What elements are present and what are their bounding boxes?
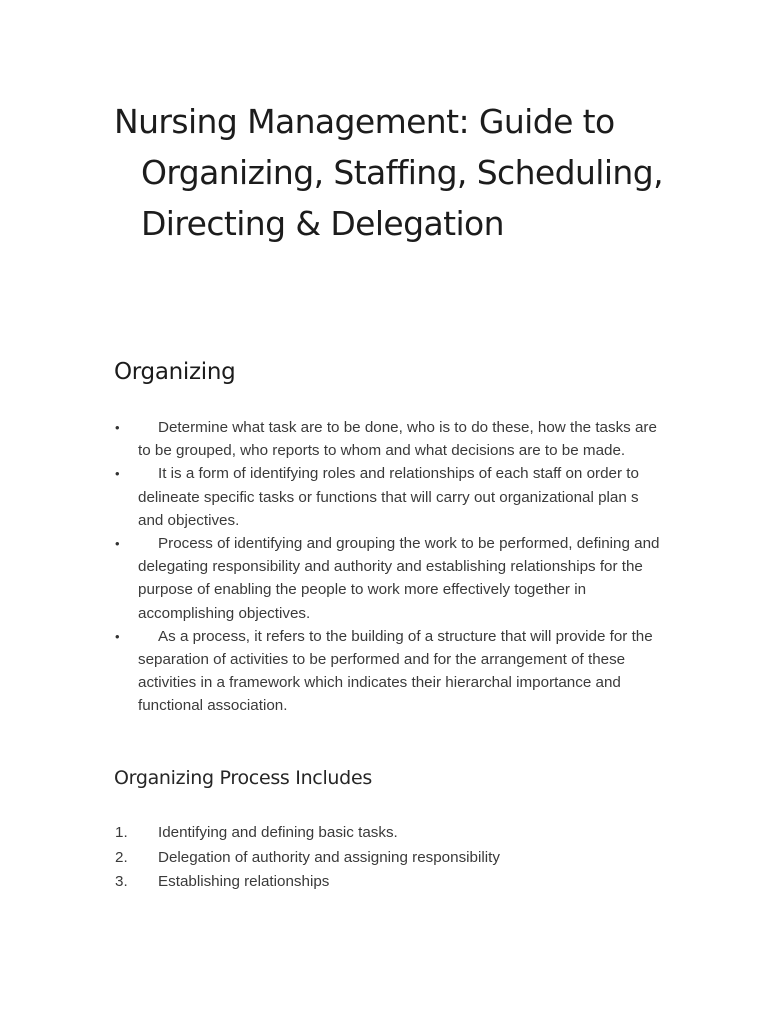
bullet-icon: • bbox=[115, 536, 120, 552]
step-text: Delegation of authority and assigning responsibility bbox=[158, 848, 500, 866]
list-item bbox=[0, 532, 660, 625]
bullet-text: As a process, it refers to the building of a structure that will provide for the separation of activities to be performed and for the arrangement of these activities in a framework which indicates their hierarchal importance and functional association. bbox=[138, 627, 653, 715]
list-item bbox=[0, 821, 768, 846]
process-steps-list bbox=[0, 821, 768, 895]
document-title: Nursing Management: Guide to Organizing, Staffing, Scheduling, Directing & Delegation bbox=[114, 102, 663, 243]
bullet-icon: • bbox=[115, 420, 120, 435]
list-item bbox=[0, 462, 660, 532]
list-item bbox=[0, 870, 768, 895]
section-heading-organizing: Organizing bbox=[114, 359, 236, 385]
list-item bbox=[0, 416, 660, 462]
subheading-organizing-process: Organizing Process Includes bbox=[114, 767, 372, 789]
step-number: 2. bbox=[115, 848, 128, 866]
bullet-icon: • bbox=[115, 466, 120, 482]
bullet-icon: • bbox=[115, 628, 120, 644]
bullet-text: It is a form of identifying roles and relationships of each staff on order to delineate specific tasks or functions that will carry out organizational plan s and objectives. bbox=[138, 465, 639, 529]
bullet-text: Determine what task are to be done, who is to do these, how the tasks are to be grouped, who reports to whom and what decisions are to be made. bbox=[138, 419, 657, 460]
step-text: Identifying and defining basic tasks. bbox=[158, 824, 398, 841]
list-item bbox=[0, 625, 660, 718]
step-number: 1. bbox=[115, 824, 128, 841]
step-text: Establishing relationships bbox=[158, 873, 330, 890]
organizing-bullet-list bbox=[0, 416, 768, 718]
list-item bbox=[0, 846, 768, 871]
step-number: 3. bbox=[115, 873, 128, 890]
bullet-text: Process of identifying and grouping the work to be performed, defining and delegating responsibility and authority and establishing relationships for the purpose of enabling the people to work more effectively together in accomplishing objectives. bbox=[138, 535, 660, 622]
